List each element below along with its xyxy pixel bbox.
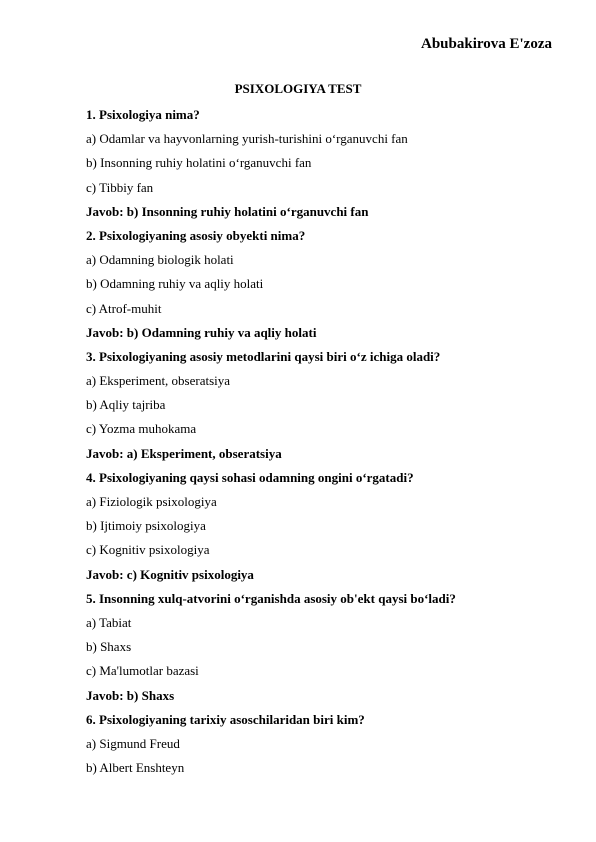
question-2-option-b: b) Odamning ruhiy va aqliy holati: [86, 276, 264, 292]
question-4: 4. Psixologiyaning qaysi sohasi odamning ongini o‘rgatadi?: [86, 469, 414, 485]
question-1-option-c: c) Tibbiy fan: [86, 179, 154, 195]
author-name: Abubakirova E'zoza: [421, 36, 552, 52]
question-2-answer: Javob: b) Odamning ruhiy va aqliy holati: [86, 324, 317, 340]
question-3-option-a: a) Eksperiment, obseratsiya: [86, 373, 231, 389]
question-2-option-a: a) Odamning biologik holati: [86, 252, 234, 268]
question-5-option-c: c) Ma'lumotlar bazasi: [86, 663, 199, 679]
question-1-answer: Javob: b) Insonning ruhiy holatini o‘rganuvchi fan: [86, 203, 369, 219]
question-5-answer: Javob: b) Shaxs: [86, 687, 175, 703]
question-3-option-b: b) Aqliy tajriba: [86, 397, 166, 413]
question-6-option-a: a) Sigmund Freud: [86, 735, 180, 751]
test-content: [86, 106, 566, 783]
question-1: 1. Psixologiya nima?: [86, 107, 200, 122]
question-6: 6. Psixologiyaning tarixiy asoschilaridan biri kim?: [86, 711, 365, 727]
question-5-option-a: a) Tabiat: [86, 614, 132, 630]
question-4-option-c: c) Kognitiv psixologiya: [86, 542, 210, 558]
question-1-option-b: b) Insonning ruhiy holatini o‘rganuvchi fan: [86, 155, 312, 171]
question-5-option-b: b) Shaxs: [86, 639, 132, 655]
question-2: 2. Psixologiyaning asosiy obyekti nima?: [86, 227, 306, 243]
question-5: 5. Insonning xulq-atvorini o‘rganishda asosiy ob'ekt qaysi bo‘ladi?: [86, 590, 456, 606]
question-2-option-c: c) Atrof-muhit: [86, 300, 162, 316]
question-4-answer: Javob: c) Kognitiv psixologiya: [86, 566, 254, 582]
question-3-answer: Javob: a) Eksperiment, obseratsiya: [86, 445, 282, 461]
question-6-option-b: b) Albert Enshteyn: [86, 760, 185, 776]
question-3: 3. Psixologiyaning asosiy metodlarini qaysi biri o‘z ichiga oladi?: [86, 348, 441, 364]
question-4-option-b: b) Ijtimoiy psixologiya: [86, 518, 206, 534]
document-title: PSIXOLOGIYA TEST: [234, 81, 362, 96]
question-4-option-a: a) Fiziologik psixologiya: [86, 494, 217, 509]
question-3-option-c: c) Yozma muhokama: [86, 421, 197, 437]
question-1-option-a: a) Odamlar va hayvonlarning yurish-turishini o‘rganuvchi fan: [86, 131, 408, 147]
